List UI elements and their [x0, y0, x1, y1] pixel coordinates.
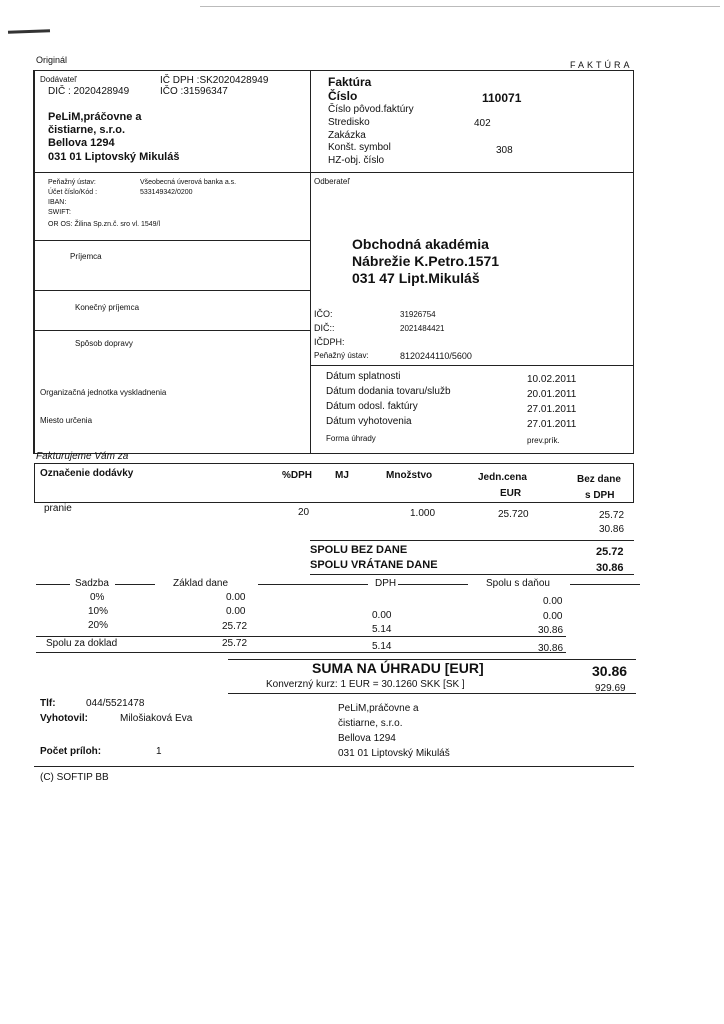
- supplier-swift-label: SWIFT:: [48, 209, 71, 216]
- item-vat: 20: [298, 507, 310, 518]
- customer-ico-value: 31926754: [400, 310, 436, 319]
- item-price: 25.720: [498, 509, 529, 520]
- amount-due-label: SUMA NA ÚHRADU [EUR]: [312, 660, 484, 676]
- scan-mark: [8, 29, 50, 33]
- invoice-const-label: Konšt. symbol: [328, 142, 391, 153]
- vat-base-header: Základ dane: [173, 578, 229, 589]
- col-total-header: Bez dane: [577, 474, 621, 485]
- item-qty: 1.000: [410, 508, 436, 519]
- software-credit: (C) SOFTIP BB: [40, 772, 109, 783]
- customer-city: 031 47 Lipt.Mikuláš: [352, 270, 480, 286]
- supplier-name-1: PeLiM,práčovne a: [48, 111, 142, 123]
- supplier-city: 031 01 Liptovský Mikuláš: [48, 151, 180, 163]
- invoice-title: Faktúra: [328, 75, 372, 89]
- gross-total-value: 30.86: [596, 562, 624, 574]
- phone-value: 044/5521478: [86, 698, 145, 709]
- created-date-label: Dátum vyhotovenia: [326, 416, 412, 427]
- vat-total: 0.00: [543, 611, 563, 622]
- col-total-sub: s DPH: [585, 490, 615, 501]
- recipient-label: Príjemca: [70, 252, 102, 261]
- gross-total-label: SPOLU VRÁTANE DANE: [310, 559, 438, 571]
- attachments-label: Počet príloh:: [40, 746, 102, 757]
- issuer-street: Bellova 1294: [338, 733, 396, 744]
- customer-street: Nábrežie K.Petro.1571: [352, 253, 500, 269]
- col-qty-header: Množstvo: [386, 470, 433, 481]
- payment-form-value: prev.prík.: [527, 436, 560, 445]
- vat-base: 0.00: [226, 592, 246, 603]
- customer-bank-label: Peňažný ústav:: [314, 351, 369, 360]
- header-divider: [310, 70, 311, 454]
- supplier-account-label: Účet číslo/Kód :: [48, 189, 98, 196]
- created-date-value: 27.01.2011: [527, 419, 577, 430]
- invoice-number-label: Číslo: [328, 89, 358, 103]
- invoice-center-value: 402: [474, 118, 491, 129]
- vat-amount: 0.00: [372, 610, 392, 621]
- vat-rate-header: Sadzba: [75, 578, 109, 589]
- vat-rate: 20%: [88, 620, 109, 631]
- customer-bank-value: 8120244110/5600: [400, 351, 472, 361]
- supplier-register: OR OS: Žilina Sp.zn.č. sro vl. 1549/l: [48, 221, 161, 228]
- vat-base: 0.00: [226, 606, 246, 617]
- scan-top-line: [200, 6, 720, 7]
- issuer-name-2: čistiarne, s.r.o.: [338, 718, 403, 729]
- supplier-ico: IČO :31596347: [160, 86, 228, 97]
- vat-amount: 5.14: [372, 624, 392, 635]
- supplier-bank-label: Peňažný ústav:: [48, 179, 96, 186]
- vat-base: 25.72: [222, 621, 248, 632]
- customer-label: Odberateľ: [314, 177, 350, 186]
- vat-total-header: Spolu s daňou: [486, 578, 550, 589]
- vat-amount-header: DPH: [375, 578, 397, 589]
- attachments-value: 1: [156, 746, 162, 757]
- final-recipient-label: Konečný príjemca: [75, 303, 140, 312]
- supplier-street: Bellova 1294: [48, 137, 115, 149]
- col-price-currency: EUR: [500, 488, 522, 499]
- col-name-header: Označenie dodávky: [40, 468, 134, 479]
- delivery-date-label: Dátum dodania tovaru/služb: [326, 386, 451, 397]
- due-date-value: 10.02.2011: [527, 374, 577, 385]
- supplier-account-value: 533149342/0200: [140, 189, 193, 196]
- item-name: pranie: [44, 503, 72, 514]
- conversion-rate: Konverzný kurz: 1 EUR = 30.1260 SKK [SK ]: [266, 679, 465, 690]
- invoice-hz-label: HZ-obj. číslo: [328, 155, 385, 166]
- vat-sum-total: 30.86: [538, 643, 564, 654]
- sent-date-label: Dátum odosl. faktúry: [326, 401, 418, 412]
- supplier-dic: DIČ : 2020428949: [48, 86, 130, 97]
- vat-total: 30.86: [538, 625, 564, 636]
- sent-date-value: 27.01.2011: [527, 404, 577, 415]
- items-intro: Fakturujeme Vám za: [36, 451, 129, 462]
- invoice-number: 110071: [482, 91, 522, 105]
- vat-sum-amount: 5.14: [372, 641, 392, 652]
- issuer-city: 031 01 Liptovský Mikuláš: [338, 748, 450, 759]
- phone-label: Tlf:: [40, 698, 56, 709]
- vat-sum-label: Spolu za doklad: [46, 638, 118, 649]
- net-total-label: SPOLU BEZ DANE: [310, 544, 408, 556]
- col-price-header: Jedn.cena: [478, 472, 527, 483]
- vat-rate: 10%: [88, 606, 109, 617]
- col-unit-header: MJ: [335, 470, 349, 481]
- customer-dic-value: 2021484421: [400, 324, 445, 333]
- issuer-name-1: PeLiM,práčovne a: [338, 703, 419, 714]
- customer-icdph-label: IČDPH:: [314, 337, 345, 347]
- delivery-date-value: 20.01.2011: [527, 389, 577, 400]
- conversion-value: 929.69: [595, 683, 626, 694]
- col-vat-header: %DPH: [282, 470, 313, 481]
- supplier-label: Dodávateľ: [40, 75, 77, 84]
- amount-due-value: 30.86: [592, 663, 628, 679]
- item-total: 25.72: [599, 510, 625, 521]
- customer-ico-label: IČO:: [314, 309, 333, 319]
- due-date-label: Dátum splatnosti: [326, 371, 401, 382]
- vat-rate: 0%: [90, 592, 105, 603]
- document-type: FAKTÚRA: [570, 60, 633, 70]
- vat-total: 0.00: [543, 596, 563, 607]
- transport-label: Spôsob dopravy: [75, 339, 133, 348]
- supplier-iban-label: IBAN:: [48, 199, 67, 206]
- destination-label: Miesto určenia: [40, 416, 93, 425]
- supplier-name-2: čistiarne, s.r.o.: [48, 124, 126, 136]
- payment-form-label: Forma úhrady: [326, 434, 376, 443]
- supplier-ic-dph: IČ DPH :SK2020428949: [160, 75, 269, 86]
- invoice-const-value: 308: [496, 145, 513, 156]
- copy-label: Originál: [36, 55, 68, 65]
- created-by-value: Milošiaková Eva: [120, 713, 193, 724]
- net-total-value: 25.72: [596, 546, 624, 558]
- org-unit-label: Organizačná jednotka vyskladnenia: [40, 388, 167, 397]
- invoice-order-label: Zakázka: [328, 130, 366, 141]
- supplier-bank-value: Všeobecná úverová banka a.s.: [140, 179, 237, 186]
- vat-sum-base: 25.72: [222, 638, 248, 649]
- invoice-center-label: Stredisko: [328, 117, 370, 128]
- customer-name: Obchodná akadémia: [352, 236, 489, 252]
- invoice-orig-label: Číslo pôvod.faktúry: [328, 104, 414, 115]
- item-total-vat: 30.86: [599, 524, 625, 535]
- created-by-label: Vyhotovil:: [40, 713, 88, 724]
- customer-dic-label: DIČ::: [314, 323, 335, 333]
